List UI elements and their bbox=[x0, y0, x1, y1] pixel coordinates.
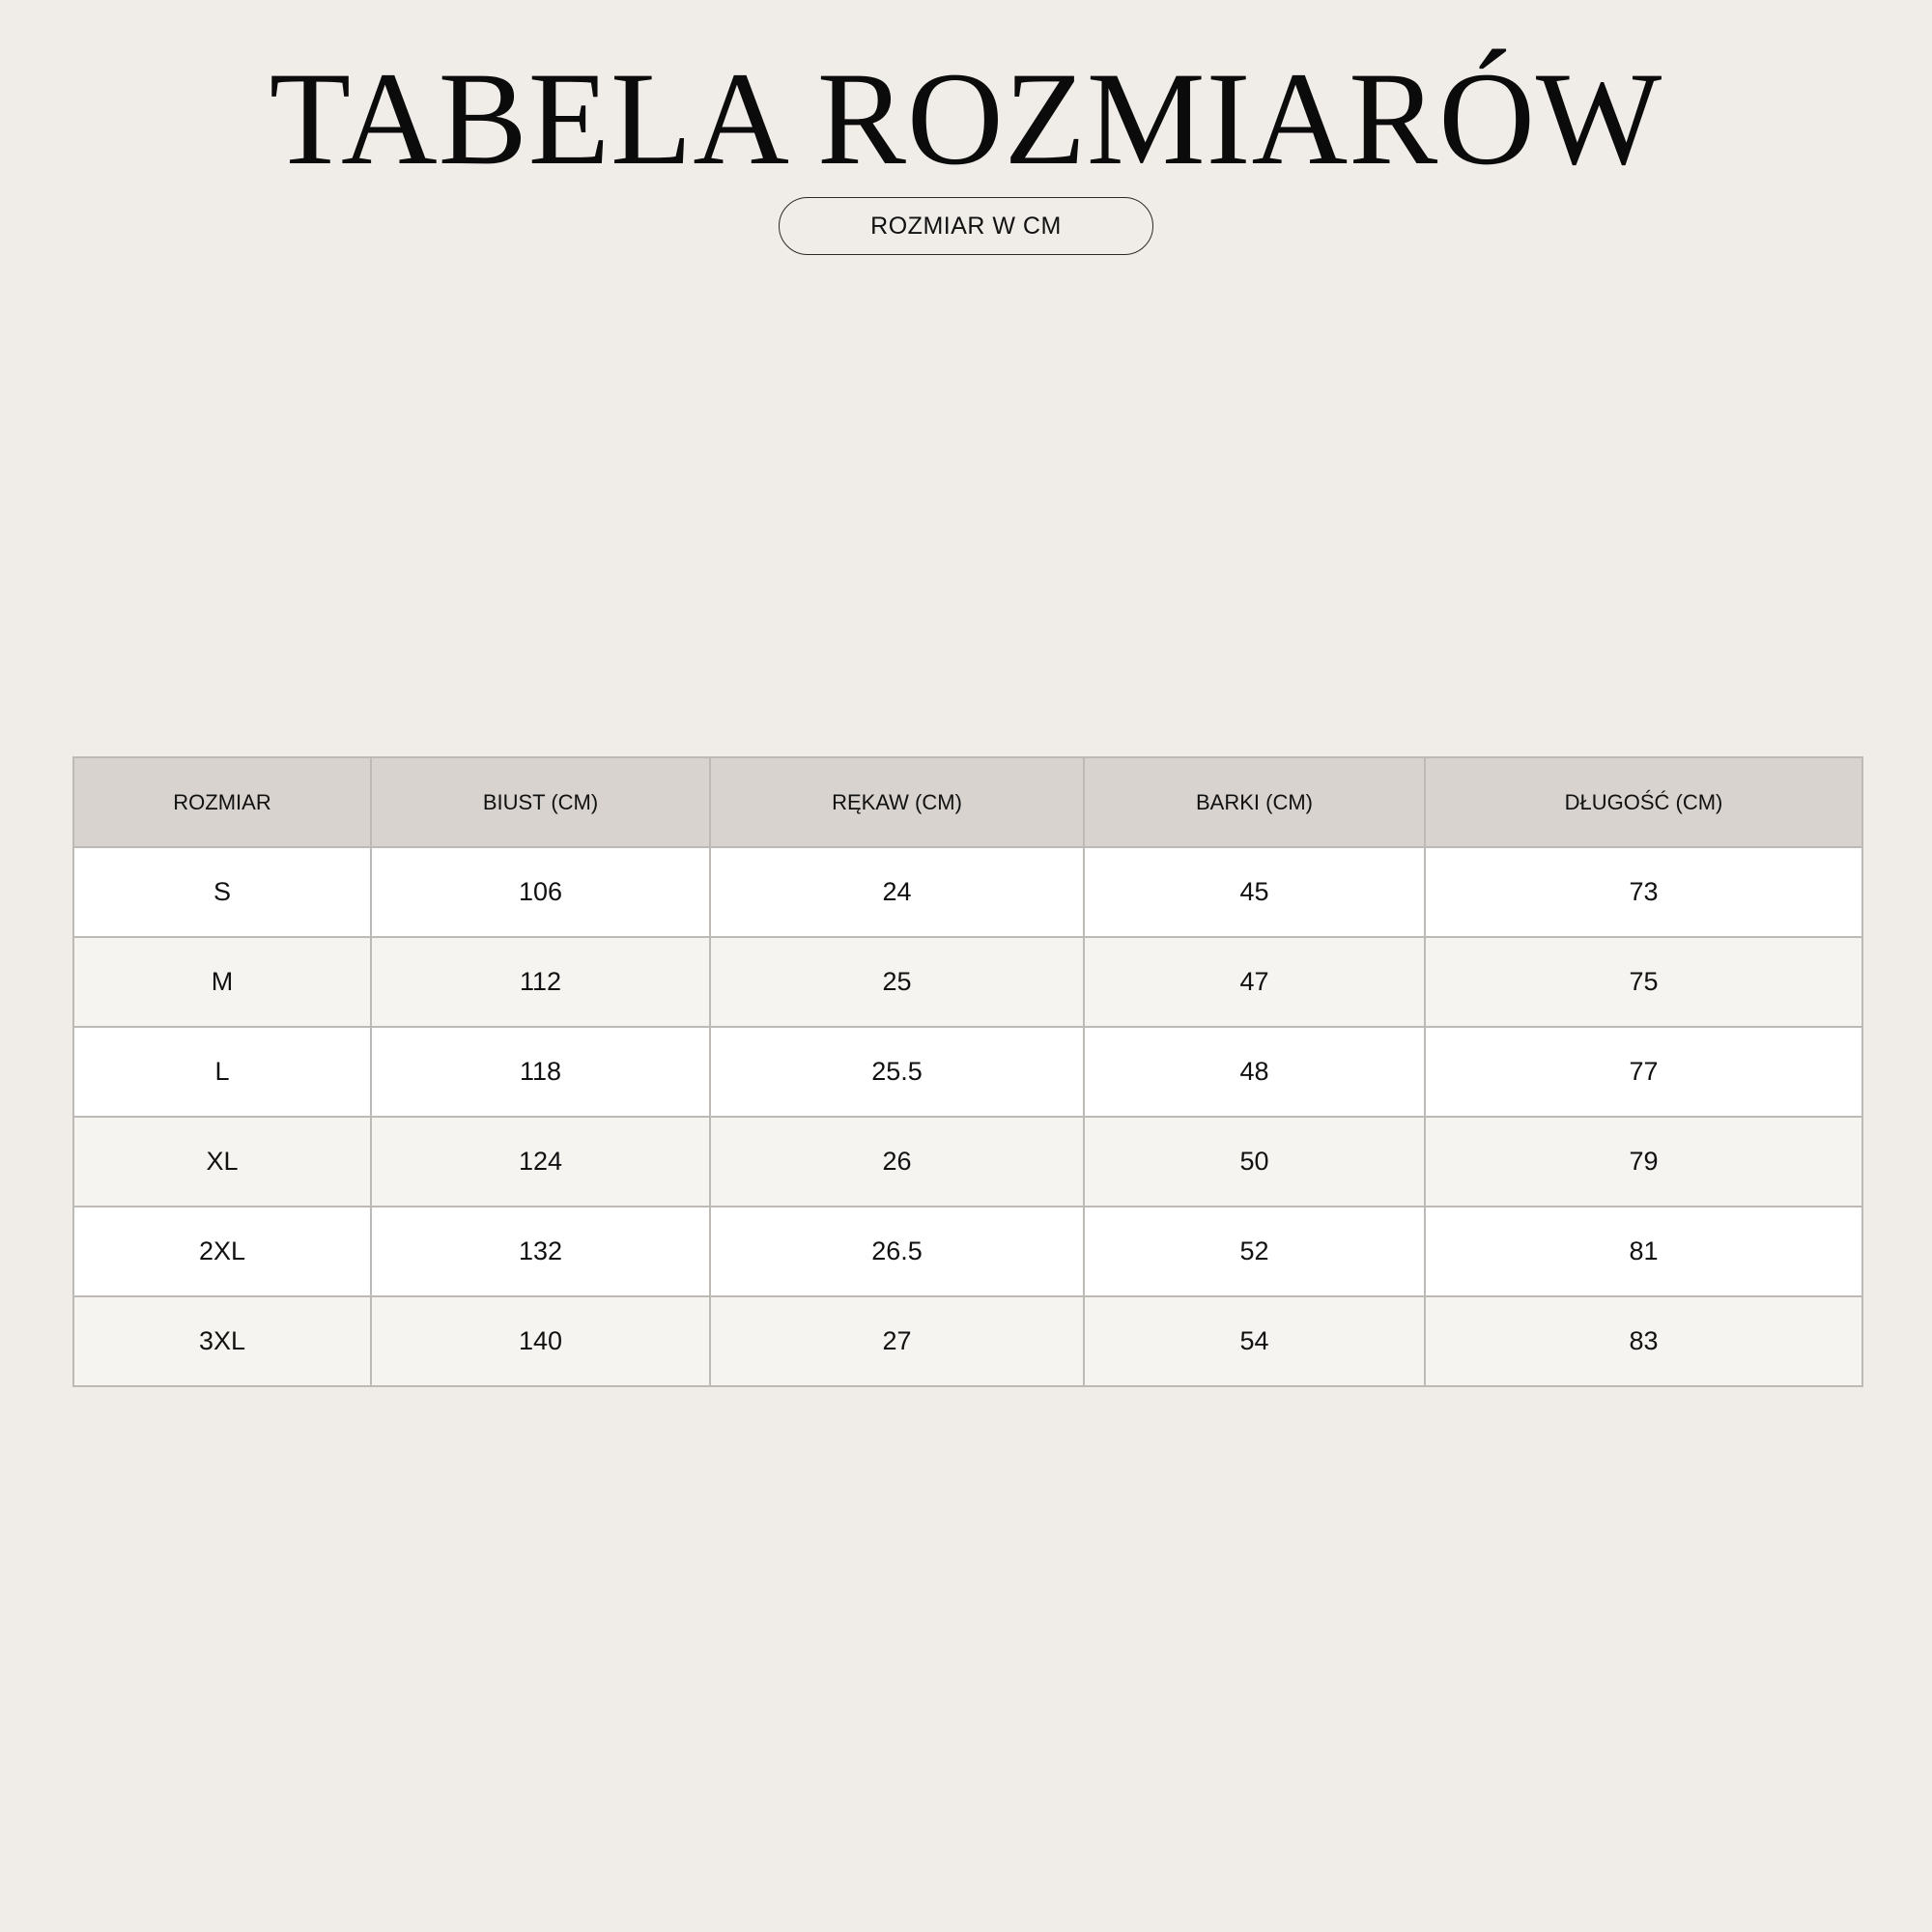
cell-shoulders: 50 bbox=[1084, 1117, 1425, 1207]
header-cell-sleeve: RĘKAW (CM) bbox=[710, 757, 1084, 847]
table-row bbox=[73, 937, 1862, 1027]
cell-bust: 118 bbox=[371, 1027, 710, 1117]
table-header-row bbox=[73, 757, 1862, 847]
cell-sleeve: 27 bbox=[710, 1296, 1084, 1386]
cell-shoulders: 54 bbox=[1084, 1296, 1425, 1386]
cell-length: 81 bbox=[1425, 1207, 1862, 1296]
cell-sleeve: 26.5 bbox=[710, 1207, 1084, 1296]
cell-length: 73 bbox=[1425, 847, 1862, 937]
cell-size: 2XL bbox=[73, 1207, 371, 1296]
unit-badge-label: ROZMIAR W CM bbox=[870, 212, 1062, 240]
cell-shoulders: 47 bbox=[1084, 937, 1425, 1027]
table-row bbox=[73, 1117, 1862, 1207]
cell-length: 75 bbox=[1425, 937, 1862, 1027]
cell-length: 77 bbox=[1425, 1027, 1862, 1117]
cell-length: 79 bbox=[1425, 1117, 1862, 1207]
cell-bust: 124 bbox=[371, 1117, 710, 1207]
cell-shoulders: 45 bbox=[1084, 847, 1425, 937]
cell-size: 3XL bbox=[73, 1296, 371, 1386]
table-row bbox=[73, 847, 1862, 937]
cell-shoulders: 48 bbox=[1084, 1027, 1425, 1117]
cell-size: XL bbox=[73, 1117, 371, 1207]
table-row bbox=[73, 1027, 1862, 1117]
cell-sleeve: 24 bbox=[710, 847, 1084, 937]
cell-bust: 132 bbox=[371, 1207, 710, 1296]
cell-bust: 140 bbox=[371, 1296, 710, 1386]
cell-sleeve: 25.5 bbox=[710, 1027, 1084, 1117]
unit-badge bbox=[779, 197, 1153, 255]
header-cell-shoulders: BARKI (CM) bbox=[1084, 757, 1425, 847]
header-cell-length: DŁUGOŚĆ (CM) bbox=[1425, 757, 1862, 847]
cell-sleeve: 25 bbox=[710, 937, 1084, 1027]
cell-size: S bbox=[73, 847, 371, 937]
cell-shoulders: 52 bbox=[1084, 1207, 1425, 1296]
cell-size: M bbox=[73, 937, 371, 1027]
cell-size: L bbox=[73, 1027, 371, 1117]
cell-bust: 112 bbox=[371, 937, 710, 1027]
cell-bust: 106 bbox=[371, 847, 710, 937]
table-row bbox=[73, 1207, 1862, 1296]
header-cell-bust: BIUST (CM) bbox=[371, 757, 710, 847]
cell-length: 83 bbox=[1425, 1296, 1862, 1386]
header-cell-size: ROZMIAR bbox=[73, 757, 371, 847]
cell-sleeve: 26 bbox=[710, 1117, 1084, 1207]
table-row bbox=[73, 1296, 1862, 1386]
page-title: TABELA ROZMIARÓW bbox=[269, 44, 1663, 192]
size-table bbox=[72, 756, 1863, 1387]
